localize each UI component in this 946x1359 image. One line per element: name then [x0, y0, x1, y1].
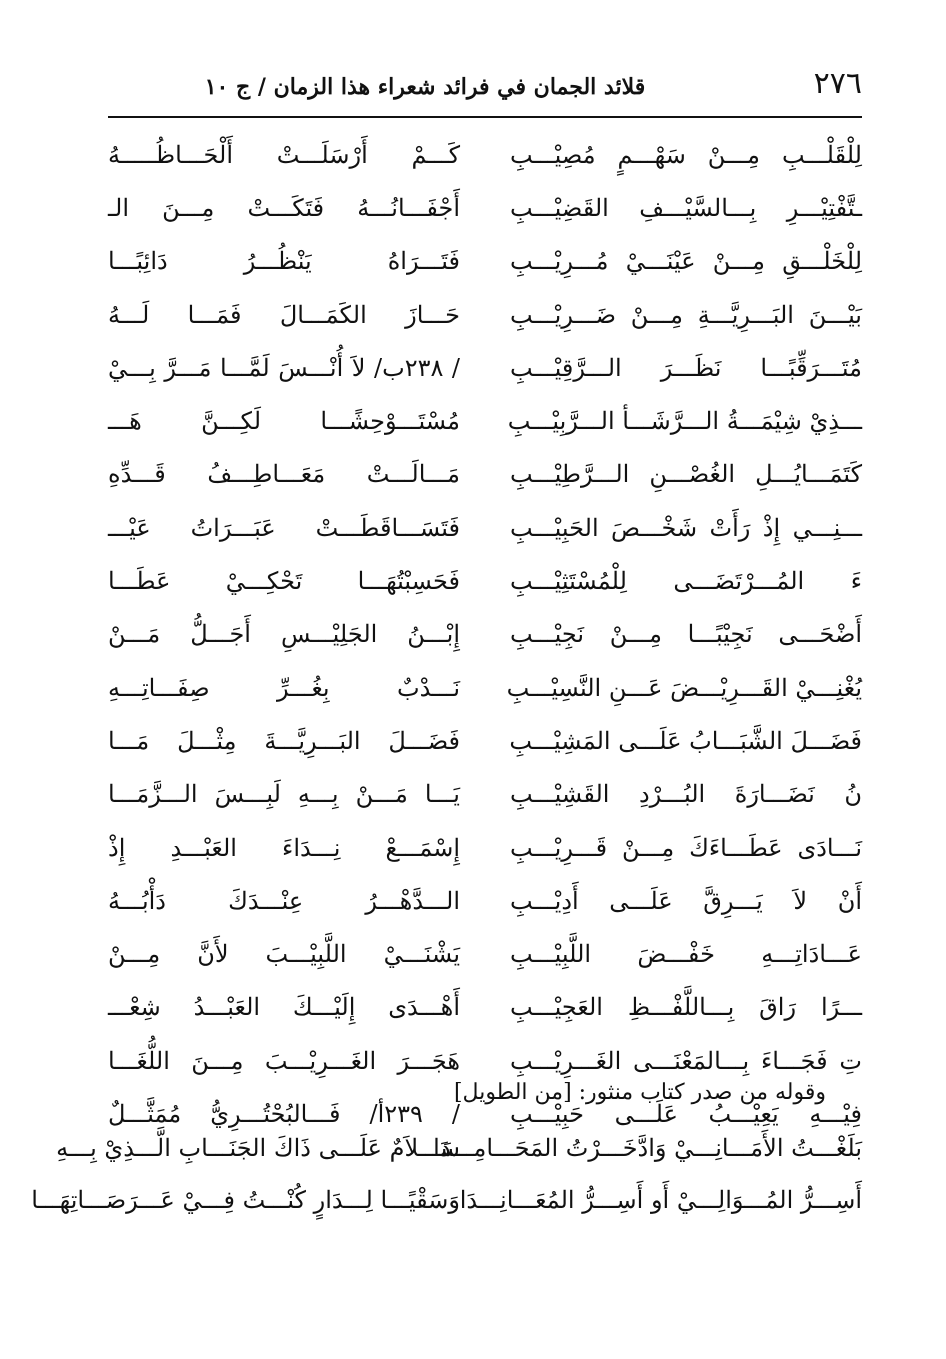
second-hemistich: عَـــادَاتِـــهِ خَفْـــضَ اللَّبِيْـــبِ — [510, 940, 862, 969]
verse — [108, 714, 862, 767]
second-hemistich: فَضَـــلَ الشَّبَـــابُ عَلَـــى المَشِيْـــبِ — [509, 726, 862, 755]
poem — [108, 128, 862, 1141]
verse — [108, 608, 862, 661]
verse — [108, 501, 862, 554]
verse — [31, 1174, 862, 1226]
page-number: ٢٧٦ — [813, 66, 862, 101]
first-hemistich: نَـــدْبٌ بِغُـــرِّ صِفَـــاتِـــهِ — [108, 673, 460, 702]
verse — [108, 128, 862, 181]
second-hemistich: بَيْـــنَ البَـــرِيَّـــةِ مِـــنْ ضَـــرِيْـــبِ — [510, 300, 862, 329]
verse — [108, 288, 862, 341]
verse — [108, 448, 862, 501]
second-hemistich: بَلَغْـــتُ الأَمَـــانِـــيْ وَادَّخَـــرْتُ المَحَـــامِـــدَا — [433, 1134, 862, 1162]
first-hemistich: إِبْـــنُ الجَلِيْـــسِ أَجَـــلُّ مَـــنْ — [108, 620, 460, 649]
prose-intro: وقوله من صدر كتاب منثور: [من الطويل] — [453, 1080, 826, 1105]
second-hemistich: نَـــادَى عَطَـــاءَكَ مِـــنْ قَـــرِيْـــبِ — [510, 833, 862, 862]
running-title: قلائد الجمان في فرائد شعراء هذا الزمان / ج ١٠ — [204, 74, 646, 100]
first-hemistich: / ٢٣٩أ/ فَـــالبُحْتُـــرِيُّ مُمَثَّـــلٌ — [108, 1099, 461, 1128]
second-hemistich: ـــرًا رَاقَ بِـــاللَّفْـــظِ العَجِيْـــبِ — [510, 993, 862, 1022]
verse — [108, 874, 862, 927]
second-hemistich: كَتَمَـــايُـــلِ الغُصْـــنِ الـــرَّطِيْـــبِ — [510, 460, 862, 489]
verse — [108, 235, 862, 288]
second-hemistich: نُ نَضَـــارَةَ البُـــرْدِ القَشِيْـــبِ — [510, 780, 862, 809]
first-hemistich: إِسْمَـــعْ نِـــدَاءَ العَبْـــدِ إِذْ — [108, 833, 460, 862]
second-hemistich: لِلْخَلْـــقِ مِـــنْ عَيْنَـــيْ مُـــرِيْـــبِ — [510, 247, 862, 276]
first-hemistich: فَحَسِبْتُهَـــا تَحْكِـــيْ عَطَـــا — [108, 567, 460, 596]
verse — [56, 1122, 862, 1174]
second-hemistich: ـــنِـــي إِذْ رَأَتْ شَخْـــصَ الحَبِيْـــبِ — [510, 513, 862, 542]
second-hemistich: أَضْحَـــى نَجِيْبًـــا مِـــنْ نَجِيْـــبِ — [510, 620, 862, 649]
first-hemistich: فَضَـــلَ البَـــرِيَّـــةَ مِثْـــلَ مَـــا — [108, 726, 460, 755]
second-hemistich: أَسِـــرُّ المُـــوَالِـــيْ أَو أَسِـــرُّ المُعَـــانِـــدَا — [459, 1186, 862, 1214]
first-hemistich: سَـــلاَمٌ عَلَـــى ذَاكَ الجَنَـــابِ الَّـــذِيْ بِـــهِ — [56, 1134, 460, 1162]
second-hemistich: ـــذِيْ شِيْمَـــةُ الـــرَّشَـــأ الـــرَّبِيْـــبِ — [507, 407, 862, 436]
second-hemistich: لِلْقَلْـــبِ مِـــنْ سَهْـــمٍ مُصِيْـــبِ — [510, 140, 862, 169]
prose-poem — [31, 1122, 862, 1226]
first-hemistich: حَـــازَ الكَمَـــالَ فَمَـــا لَـــهُ — [108, 300, 460, 329]
first-hemistich: أَهْـــدَى إِلَيْـــكَ العَبْـــدُ شِعْـــ — [108, 993, 460, 1022]
first-hemistich: يَـــا مَـــنْ بِـــهِ لَبِـــسَ الـــزَّمَـــا — [108, 780, 460, 809]
first-hemistich: مُسْتَـــوْحِشًـــا لَكِـــنَّ هَـــ — [108, 407, 460, 436]
first-hemistich: وَسَقْيًـــا لِـــدَارٍ كُنْـــتُ فِـــيْ عَـــرَصَـــاتِهَـــا — [31, 1186, 460, 1214]
verse — [108, 768, 862, 821]
first-hemistich: كَـــمْ أَرْسَلَـــتْ أَلْحَـــاظُـــــهُ — [108, 140, 460, 169]
verse — [108, 661, 862, 714]
verse — [108, 341, 862, 394]
second-hemistich: فِيْـــهِ يَعِيْـــبُ عَلَـــى حَبِيْـــبِ — [510, 1099, 862, 1128]
verse — [108, 981, 862, 1034]
first-hemistich: الـــدَّهْـــرُ عِنْـــدَكَ دَأْبُـــهُ — [108, 886, 460, 915]
verse — [108, 554, 862, 607]
first-hemistich: / ٢٣٨ب/ لاَ أُنْـــسَ لَمَّـــا مَـــرَّ بِـــيْ — [108, 353, 460, 382]
page-header — [108, 60, 862, 118]
second-hemistich: أَنْ لاَ يَـــرِقَّ عَلَـــى أَدِيْـــبِ — [510, 886, 862, 915]
first-hemistich: فَتَسَـــاقَطَـــتْ عَبَـــرَاتُ عَيْـــ — [108, 513, 460, 542]
second-hemistich: تِ فَجَـــاءَ بِـــالمَعْنَـــى الغَـــرِيْـــبِ — [510, 1046, 862, 1075]
first-hemistich: مَـــالَـــتْ مَعَـــاطِـــفُ قَـــدِّهِ — [108, 460, 460, 489]
first-hemistich: يَشْنَـــيْ اللَّبِيْـــبَ لأَنَّ مِـــنْ — [108, 940, 460, 969]
verse — [108, 927, 862, 980]
first-hemistich: أَجْفَـــانُـــهُ فَتَكَـــتْ مِـــنَ الـ — [108, 193, 460, 222]
second-hemistich: مُتَـــرَقِّبًـــا نَظَـــرَ الـــرَّقِيْـــبِ — [510, 353, 862, 382]
verse — [108, 181, 862, 234]
second-hemistich: يُغْنِـــيْ القَـــرِيْـــضَ عَـــنِ النَّسِيْـــبِ — [506, 673, 862, 702]
second-hemistich: ءَ المُـــرْتَضَـــى لِلْمُسْتَثِيْـــبِ — [510, 567, 862, 596]
second-hemistich: ـتَّفْتِيْـــرِ بِـــالسَّيْـــفِ القَضِيْـــبِ — [510, 193, 862, 222]
verse — [108, 821, 862, 874]
first-hemistich: هَجَـــرَ الغَـــرِيْـــبَ مِـــنَ اللُّغَـــا — [108, 1046, 460, 1075]
first-hemistich: فَتَـــرَاهُ يَنْظُـــرُ دَائِبًـــا — [108, 247, 460, 276]
verse — [108, 394, 862, 447]
